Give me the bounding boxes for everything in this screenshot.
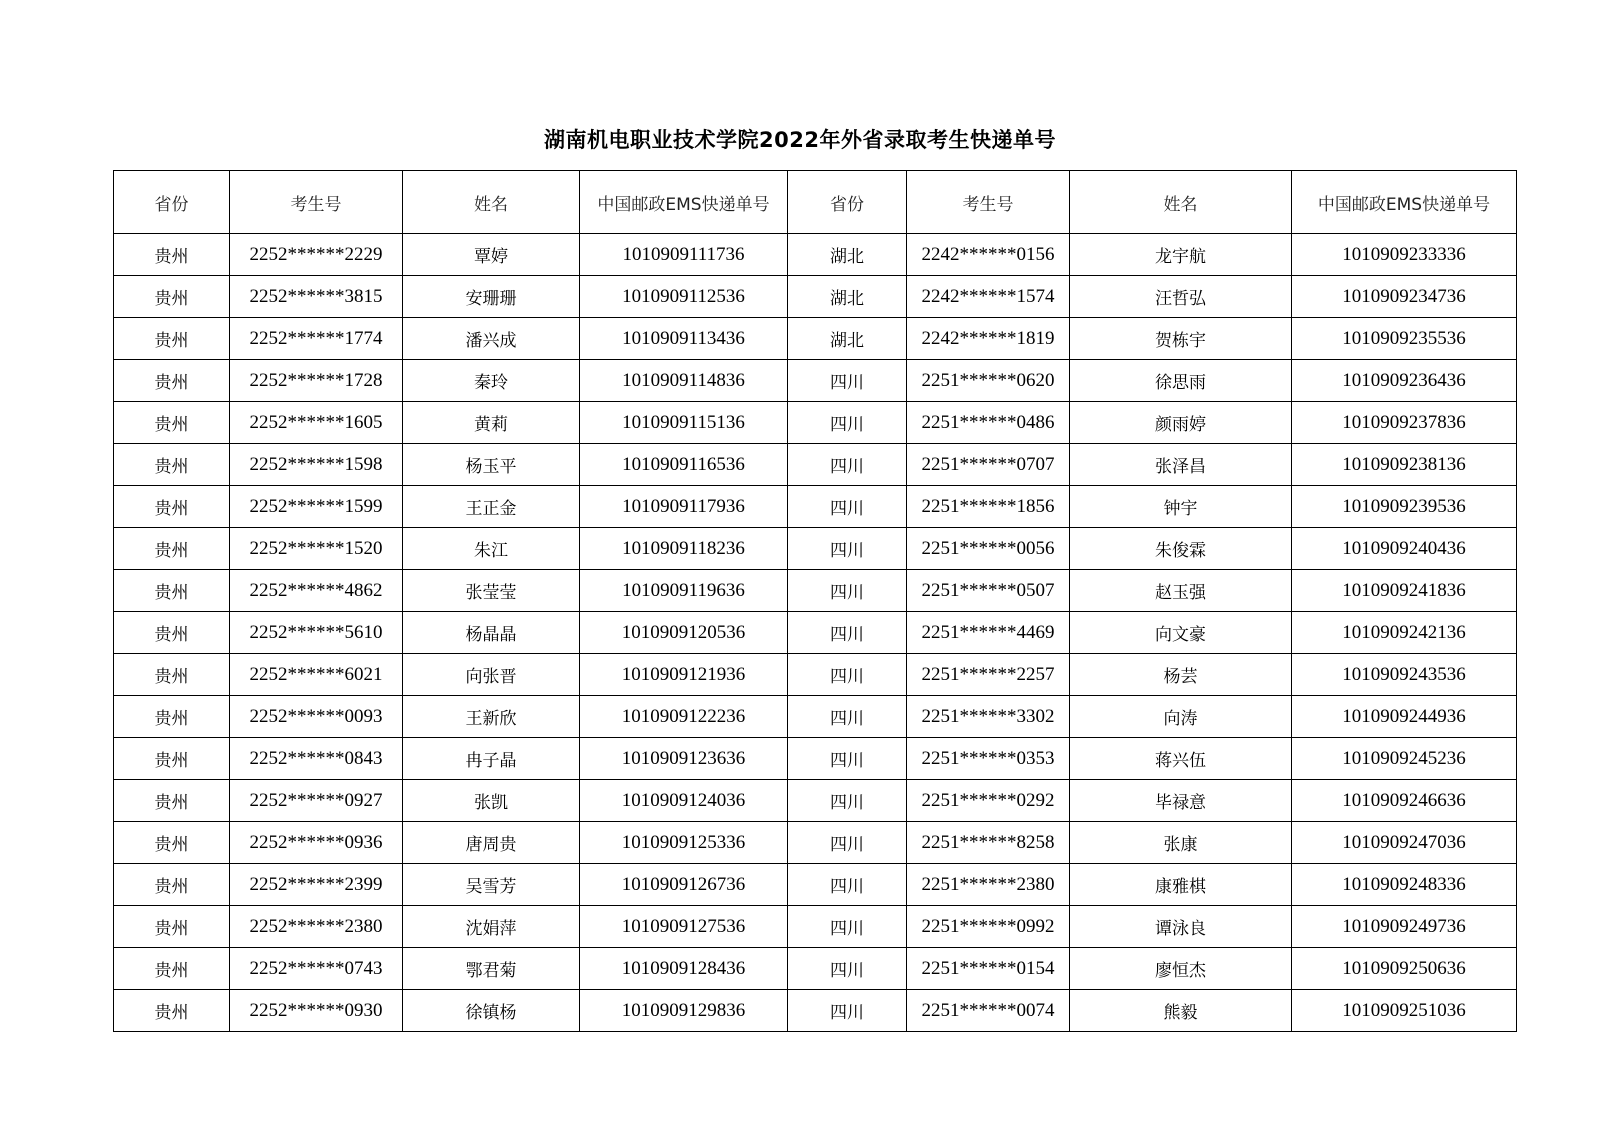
cell-candidate-no-right: 2251******0507 — [907, 570, 1070, 612]
cell-name-left: 朱江 — [403, 528, 580, 570]
cell-province-right: 四川 — [788, 822, 907, 864]
cell-candidate-no-left: 2252******2399 — [230, 864, 403, 906]
cell-province-left: 贵州 — [114, 948, 230, 990]
cell-province-left: 贵州 — [114, 318, 230, 360]
cell-ems-no-left: 1010909114836 — [580, 360, 788, 402]
cell-province-left: 贵州 — [114, 486, 230, 528]
cell-ems-no-right: 1010909233336 — [1292, 234, 1517, 276]
cell-province-left: 贵州 — [114, 612, 230, 654]
cell-candidate-no-left: 2252******1599 — [230, 486, 403, 528]
cell-ems-no-right: 1010909245236 — [1292, 738, 1517, 780]
cell-province-right: 四川 — [788, 948, 907, 990]
cell-name-right: 向文豪 — [1070, 612, 1292, 654]
cell-candidate-no-right: 2251******1856 — [907, 486, 1070, 528]
cell-name-left: 冉子晶 — [403, 738, 580, 780]
cell-candidate-no-left: 2252******5610 — [230, 612, 403, 654]
header-province-left: 省份 — [114, 171, 230, 234]
cell-candidate-no-left: 2252******2380 — [230, 906, 403, 948]
cell-name-right: 毕禄意 — [1070, 780, 1292, 822]
table-row — [114, 318, 1517, 360]
cell-ems-no-left: 1010909122236 — [580, 696, 788, 738]
cell-ems-no-right: 1010909246636 — [1292, 780, 1517, 822]
cell-candidate-no-right: 2242******0156 — [907, 234, 1070, 276]
table-row — [114, 276, 1517, 318]
cell-province-right: 四川 — [788, 780, 907, 822]
cell-province-right: 四川 — [788, 906, 907, 948]
cell-name-right: 龙宇航 — [1070, 234, 1292, 276]
cell-name-right: 康雅棋 — [1070, 864, 1292, 906]
cell-ems-no-left: 1010909125336 — [580, 822, 788, 864]
cell-name-left: 杨晶晶 — [403, 612, 580, 654]
table-row — [114, 444, 1517, 486]
cell-province-right: 湖北 — [788, 276, 907, 318]
table-header-row — [114, 171, 1517, 234]
cell-candidate-no-left: 2252******1605 — [230, 402, 403, 444]
cell-ems-no-right: 1010909249736 — [1292, 906, 1517, 948]
cell-ems-no-left: 1010909128436 — [580, 948, 788, 990]
cell-candidate-no-left: 2252******4862 — [230, 570, 403, 612]
table-row — [114, 696, 1517, 738]
cell-name-right: 徐思雨 — [1070, 360, 1292, 402]
cell-candidate-no-right: 2251******0992 — [907, 906, 1070, 948]
cell-province-right: 四川 — [788, 990, 907, 1032]
cell-name-left: 安珊珊 — [403, 276, 580, 318]
cell-ems-no-right: 1010909236436 — [1292, 360, 1517, 402]
cell-name-right: 向涛 — [1070, 696, 1292, 738]
cell-candidate-no-right: 2251******4469 — [907, 612, 1070, 654]
cell-ems-no-right: 1010909238136 — [1292, 444, 1517, 486]
cell-province-right: 四川 — [788, 360, 907, 402]
page-title: 湖南机电职业技术学院2022年外省录取考生快递单号 — [544, 128, 1056, 152]
cell-ems-no-right: 1010909235536 — [1292, 318, 1517, 360]
cell-ems-no-left: 1010909124036 — [580, 780, 788, 822]
cell-name-right: 杨芸 — [1070, 654, 1292, 696]
cell-candidate-no-left: 2252******0936 — [230, 822, 403, 864]
table-row — [114, 906, 1517, 948]
cell-province-left: 贵州 — [114, 402, 230, 444]
cell-candidate-no-left: 2252******0930 — [230, 990, 403, 1032]
cell-ems-no-left: 1010909120536 — [580, 612, 788, 654]
cell-province-right: 四川 — [788, 402, 907, 444]
header-candidate-no-left: 考生号 — [230, 171, 403, 234]
cell-ems-no-right: 1010909248336 — [1292, 864, 1517, 906]
cell-name-left: 沈娟萍 — [403, 906, 580, 948]
table-row — [114, 402, 1517, 444]
cell-name-right: 廖恒杰 — [1070, 948, 1292, 990]
cell-candidate-no-right: 2251******0056 — [907, 528, 1070, 570]
cell-province-left: 贵州 — [114, 696, 230, 738]
cell-candidate-no-left: 2252******0743 — [230, 948, 403, 990]
cell-name-right: 汪哲弘 — [1070, 276, 1292, 318]
cell-name-left: 向张晋 — [403, 654, 580, 696]
cell-ems-no-left: 1010909126736 — [580, 864, 788, 906]
header-candidate-no-right: 考生号 — [907, 171, 1070, 234]
cell-candidate-no-left: 2252******1520 — [230, 528, 403, 570]
table-row — [114, 528, 1517, 570]
cell-candidate-no-right: 2251******3302 — [907, 696, 1070, 738]
cell-name-left: 王正金 — [403, 486, 580, 528]
cell-province-left: 贵州 — [114, 234, 230, 276]
cell-ems-no-left: 1010909117936 — [580, 486, 788, 528]
cell-province-right: 四川 — [788, 738, 907, 780]
cell-name-left: 吴雪芳 — [403, 864, 580, 906]
cell-ems-no-left: 1010909123636 — [580, 738, 788, 780]
cell-candidate-no-left: 2252******0843 — [230, 738, 403, 780]
cell-name-left: 潘兴成 — [403, 318, 580, 360]
cell-province-right: 四川 — [788, 486, 907, 528]
cell-candidate-no-right: 2251******0154 — [907, 948, 1070, 990]
cell-ems-no-left: 1010909113436 — [580, 318, 788, 360]
cell-ems-no-right: 1010909240436 — [1292, 528, 1517, 570]
cell-ems-no-left: 1010909127536 — [580, 906, 788, 948]
cell-ems-no-left: 1010909112536 — [580, 276, 788, 318]
cell-candidate-no-right: 2242******1574 — [907, 276, 1070, 318]
cell-province-left: 贵州 — [114, 906, 230, 948]
cell-province-left: 贵州 — [114, 444, 230, 486]
cell-province-right: 四川 — [788, 570, 907, 612]
header-name-right: 姓名 — [1070, 171, 1292, 234]
cell-candidate-no-left: 2252******0927 — [230, 780, 403, 822]
cell-ems-no-right: 1010909250636 — [1292, 948, 1517, 990]
cell-candidate-no-right: 2251******0486 — [907, 402, 1070, 444]
table-row — [114, 612, 1517, 654]
cell-name-right: 谭泳良 — [1070, 906, 1292, 948]
table-row — [114, 570, 1517, 612]
table-row — [114, 990, 1517, 1032]
cell-province-left: 贵州 — [114, 864, 230, 906]
cell-name-left: 徐镇杨 — [403, 990, 580, 1032]
cell-name-right: 颜雨婷 — [1070, 402, 1292, 444]
cell-ems-no-right: 1010909237836 — [1292, 402, 1517, 444]
table-row — [114, 738, 1517, 780]
table-row — [114, 654, 1517, 696]
table-row — [114, 948, 1517, 990]
cell-name-left: 覃婷 — [403, 234, 580, 276]
cell-province-left: 贵州 — [114, 528, 230, 570]
cell-name-right: 贺栋宇 — [1070, 318, 1292, 360]
cell-ems-no-left: 1010909111736 — [580, 234, 788, 276]
table-row — [114, 486, 1517, 528]
cell-ems-no-right: 1010909251036 — [1292, 990, 1517, 1032]
cell-province-left: 贵州 — [114, 990, 230, 1032]
cell-candidate-no-right: 2251******2380 — [907, 864, 1070, 906]
header-ems-no-right: 中国邮政EMS快递单号 — [1292, 171, 1517, 234]
cell-candidate-no-right: 2251******0620 — [907, 360, 1070, 402]
cell-ems-no-right: 1010909241836 — [1292, 570, 1517, 612]
header-province-right: 省份 — [788, 171, 907, 234]
cell-ems-no-right: 1010909243536 — [1292, 654, 1517, 696]
table-row — [114, 780, 1517, 822]
cell-province-left: 贵州 — [114, 822, 230, 864]
cell-province-right: 四川 — [788, 696, 907, 738]
cell-candidate-no-right: 2251******0074 — [907, 990, 1070, 1032]
cell-province-right: 四川 — [788, 444, 907, 486]
cell-candidate-no-left: 2252******2229 — [230, 234, 403, 276]
cell-candidate-no-right: 2251******2257 — [907, 654, 1070, 696]
cell-ems-no-right: 1010909242136 — [1292, 612, 1517, 654]
cell-name-left: 张凯 — [403, 780, 580, 822]
cell-ems-no-left: 1010909121936 — [580, 654, 788, 696]
cell-province-right: 四川 — [788, 528, 907, 570]
cell-candidate-no-left: 2252******6021 — [230, 654, 403, 696]
cell-candidate-no-right: 2251******0707 — [907, 444, 1070, 486]
cell-candidate-no-left: 2252******3815 — [230, 276, 403, 318]
cell-candidate-no-right: 2251******0353 — [907, 738, 1070, 780]
table-body — [114, 234, 1517, 1032]
cell-name-right: 钟宇 — [1070, 486, 1292, 528]
cell-candidate-no-right: 2242******1819 — [907, 318, 1070, 360]
header-name-left: 姓名 — [403, 171, 580, 234]
cell-ems-no-right: 1010909244936 — [1292, 696, 1517, 738]
cell-name-right: 朱俊霖 — [1070, 528, 1292, 570]
cell-name-left: 鄂君菊 — [403, 948, 580, 990]
table-row — [114, 864, 1517, 906]
cell-candidate-no-right: 2251******8258 — [907, 822, 1070, 864]
cell-ems-no-left: 1010909119636 — [580, 570, 788, 612]
cell-name-right: 赵玉强 — [1070, 570, 1292, 612]
cell-candidate-no-left: 2252******0093 — [230, 696, 403, 738]
header-ems-no-left: 中国邮政EMS快递单号 — [580, 171, 788, 234]
cell-ems-no-left: 1010909129836 — [580, 990, 788, 1032]
cell-province-left: 贵州 — [114, 360, 230, 402]
cell-candidate-no-left: 2252******1598 — [230, 444, 403, 486]
cell-name-left: 唐周贵 — [403, 822, 580, 864]
cell-province-right: 四川 — [788, 654, 907, 696]
cell-name-left: 秦玲 — [403, 360, 580, 402]
cell-province-left: 贵州 — [114, 276, 230, 318]
cell-ems-no-right: 1010909239536 — [1292, 486, 1517, 528]
cell-name-right: 蒋兴伍 — [1070, 738, 1292, 780]
cell-province-left: 贵州 — [114, 570, 230, 612]
cell-ems-no-right: 1010909234736 — [1292, 276, 1517, 318]
table-row — [114, 360, 1517, 402]
cell-province-right: 四川 — [788, 612, 907, 654]
cell-province-left: 贵州 — [114, 738, 230, 780]
cell-candidate-no-right: 2251******0292 — [907, 780, 1070, 822]
cell-name-left: 张莹莹 — [403, 570, 580, 612]
cell-name-right: 熊毅 — [1070, 990, 1292, 1032]
express-number-table — [113, 170, 1517, 1032]
cell-province-right: 湖北 — [788, 234, 907, 276]
cell-province-right: 湖北 — [788, 318, 907, 360]
cell-province-right: 四川 — [788, 864, 907, 906]
cell-candidate-no-left: 2252******1774 — [230, 318, 403, 360]
cell-name-left: 杨玉平 — [403, 444, 580, 486]
cell-ems-no-right: 1010909247036 — [1292, 822, 1517, 864]
cell-ems-no-left: 1010909116536 — [580, 444, 788, 486]
cell-name-right: 张泽昌 — [1070, 444, 1292, 486]
cell-ems-no-left: 1010909118236 — [580, 528, 788, 570]
cell-province-left: 贵州 — [114, 780, 230, 822]
cell-candidate-no-left: 2252******1728 — [230, 360, 403, 402]
cell-name-right: 张康 — [1070, 822, 1292, 864]
cell-name-left: 王新欣 — [403, 696, 580, 738]
table-row — [114, 234, 1517, 276]
table-row — [114, 822, 1517, 864]
cell-province-left: 贵州 — [114, 654, 230, 696]
cell-name-left: 黄莉 — [403, 402, 580, 444]
cell-ems-no-left: 1010909115136 — [580, 402, 788, 444]
